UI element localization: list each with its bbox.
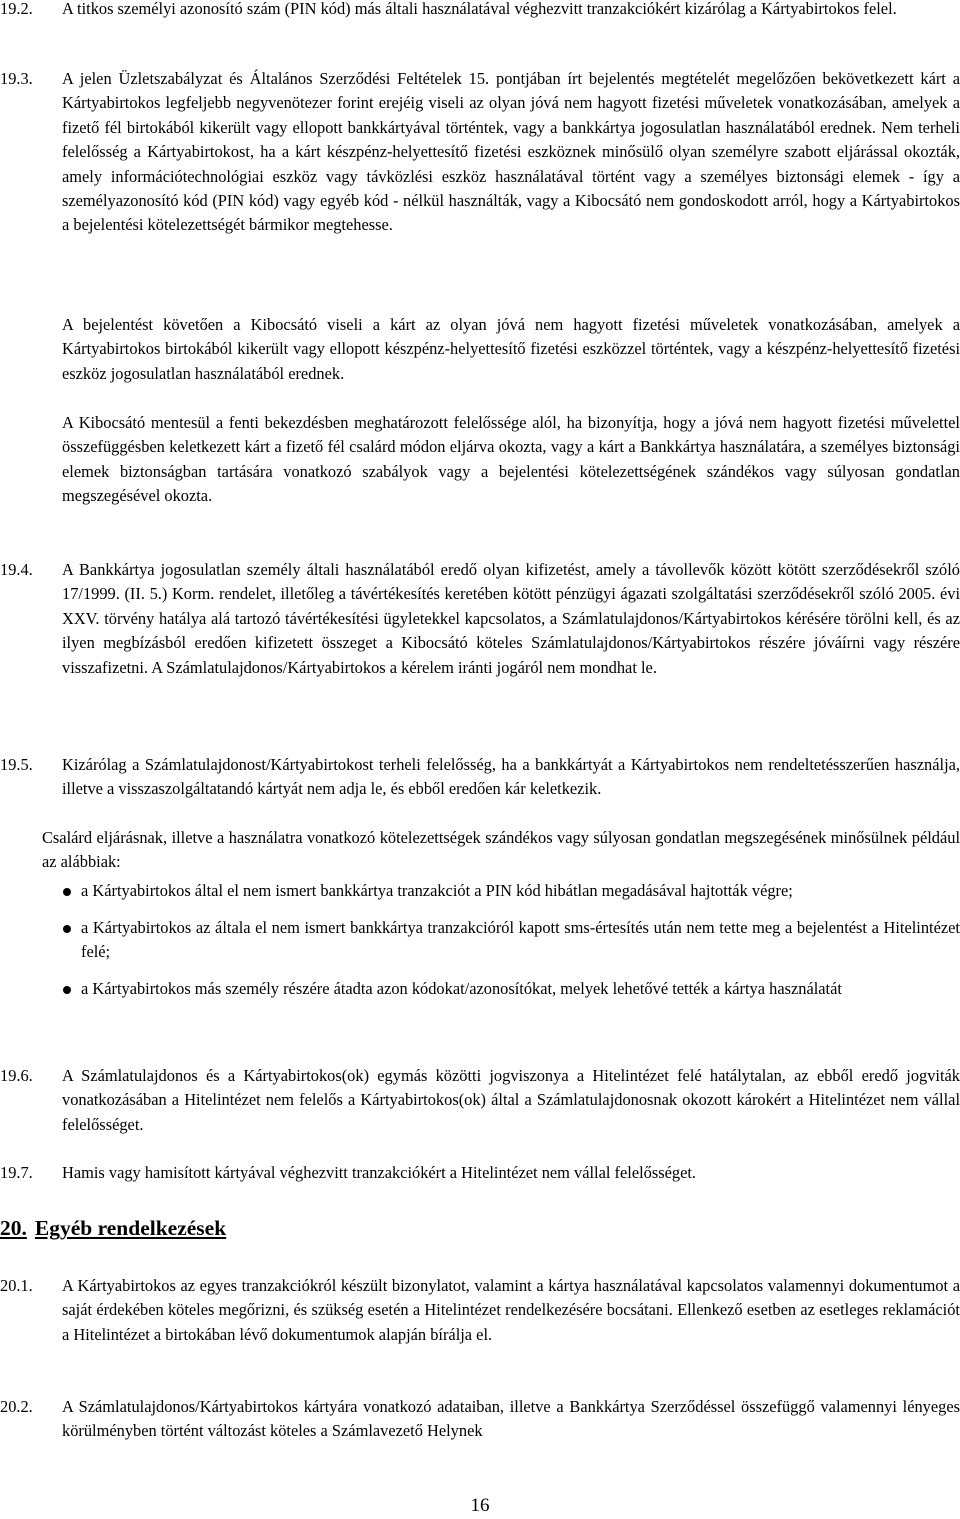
section-19-3-paragraph-2: A bejelentést követően a Kibocsátó viseli a kárt az olyan jóvá nem hagyott fizetési műveletek vonatkozásában, amelyek a Kártyabirtokos birtokából kikerült vagy ellopott készpénz-helyettesítő fizetési eszközzel történtek, vagy a készpénz-helyettesítő fizetési eszköz jogosulatlan használatából erednek. bbox=[62, 315, 960, 383]
fraud-intro-text: Csalárd eljárásnak, illetve a használatra vonatkozó kötelezettségek szándékos vagy súlyosan gondatlan megszegésének minősülnek például az alábbiak: bbox=[42, 828, 960, 872]
list-item bbox=[62, 977, 960, 1001]
section-19-5 bbox=[0, 753, 960, 802]
section-text: A Számlatulajdonos és a Kártyabirtokos(ok) egymás közötti jogviszonya a Hitelintézet felé hatálytalan, az ebből eredő jogviták vonatkozásában a Hitelintézet nem felelős a Kártyabirtokos(ok) által a Számlatulajdonosnak okozott károkért a Hitelintézet nem vállal felelősséget. bbox=[62, 1066, 960, 1134]
section-19-3 bbox=[0, 67, 960, 238]
bullet-icon bbox=[63, 925, 71, 933]
bullet-icon bbox=[63, 986, 71, 994]
section-text: A jelen Üzletszabályzat és Általános Szerződési Feltételek 15. pontjában írt bejelentés megtételét megelőzően bekövetkezett kárt a Kártyabirtokos legfeljebb negyvenötezer forint erejéig viseli az olyan jóvá nem hagyott fizetési műveletek vonatkozásában, amelyek a fizető fél birtokából kikerült vagy ellopott bankkártyával történtek, vagy a bankkártya jogosulatlan használatából erednek. Nem terheli felelősség a Kártyabirtokost, ha a kárt készpénz-helyettesítő fizetési eszköznek minősülő olyan személyre szabott eljárással okozták, amely információtechnológiai eszköz vagy távközlési eszköz használatával történt vagy a személyes biztonsági elemek - így a személyazonosító kód (PIN kód) vagy egyéb kód - nélkül használták, vagy a Kibocsátó nem gondoskodott arról, hogy a Kártyabirtokos a bejelentési kötelezettségét bármikor megtehesse. bbox=[62, 69, 960, 235]
section-text: A Kártyabirtokos az egyes tranzakciókról készült bizonylatot, valamint a kártya használatával kapcsolatos valamennyi dokumentumot a saját érdekében köteles megőrizni, és szükség esetén a Hitelintézet rendelkezésére bocsátani. Ellenkező esetben az esetleges reklamációt a Hitelintézet a birtokában lévő dokumentumok alapján bírálja el. bbox=[62, 1276, 960, 1344]
section-number: 19.2. bbox=[0, 0, 33, 18]
heading-number: 20. bbox=[0, 1216, 27, 1240]
heading-title: Egyéb rendelkezések bbox=[34, 1216, 227, 1240]
section-20-2 bbox=[0, 1395, 960, 1444]
section-text: A titkos személyi azonosító szám (PIN kód) más általi használatával véghezvitt tranzakciókért kizárólag a Kártyabirtokos felel. bbox=[62, 0, 897, 18]
section-number: 20.2. bbox=[0, 1397, 33, 1416]
list-item-text: a Kártyabirtokos által el nem ismert bankkártya tranzakciót a PIN kód hibátlan megadásával hajtották végre; bbox=[81, 881, 793, 900]
list-item-text: a Kártyabirtokos más személy részére átadta azon kódokat/azonosítókat, melyek lehetővé tették a kártya használatát bbox=[81, 979, 842, 999]
section-text: Hamis vagy hamisított kártyával véghezvitt tranzakciókért a Hitelintézet nem vállal felelősséget. bbox=[62, 1163, 696, 1182]
section-number: 20.1. bbox=[0, 1276, 33, 1295]
section-19-2 bbox=[0, 0, 960, 21]
section-19-7 bbox=[0, 1161, 960, 1185]
fraud-examples-list bbox=[62, 879, 960, 1014]
section-19-4 bbox=[0, 558, 960, 680]
bullet-icon bbox=[63, 888, 71, 896]
section-number: 19.4. bbox=[0, 560, 33, 579]
section-20-1 bbox=[0, 1274, 960, 1347]
section-number: 19.6. bbox=[0, 1066, 33, 1085]
fraud-intro bbox=[0, 826, 960, 875]
section-text: Kizárólag a Számlatulajdonost/Kártyabirtokost terheli felelősség, ha a bankkártyát a Kártyabirtokos nem rendeltetésszerűen használja, illetve a visszaszolgáltatandó kártyát nem adja le, és ebből eredően kár keletkezik. bbox=[62, 755, 960, 799]
section-number: 19.5. bbox=[0, 755, 33, 774]
section-19-6 bbox=[0, 1064, 960, 1137]
page-number: 16 bbox=[470, 1495, 490, 1516]
list-item bbox=[62, 879, 960, 903]
section-19-3-paragraph-3: A Kibocsátó mentesül a fenti bekezdésben meghatározott felelőssége alól, ha bizonyítja, hogy a jóvá nem hagyott fizetési művelettel összefüggésben keletkezett kárt a fizető fél csalárd módon eljárva okozta, vagy a kárt a Bankkártya használatára, a személyes biztonsági elemek biztonságban tartására vonatkozó szabályok vagy a bejelentési kötelezettségének szándékos vagy súlyosan gondatlan megszegésével okozta. bbox=[62, 413, 960, 506]
section-number: 19.3. bbox=[0, 69, 33, 88]
section-number: 19.7. bbox=[0, 1163, 33, 1182]
list-item bbox=[62, 916, 960, 965]
section-text: A Számlatulajdonos/Kártyabirtokos kártyára vonatkozó adataiban, illetve a Bankkártya Szerződéssel összefüggő valamennyi lényeges körülményben történt változást köteles a Számlavezető Helynek bbox=[62, 1397, 960, 1441]
section-heading-20 bbox=[0, 1213, 226, 1243]
section-text: A Bankkártya jogosulatlan személy általi használatából eredő olyan kifizetést, amely a távollevők között kötött szerződésekről szóló 17/1999. (II. 5.) Korm. rendelet, illetőleg a távértékesítés keretében kötött pénzügyi ágazati szolgáltatási szerződésekről szóló 2005. évi XXV. törvény hatálya alá tartozó távértékesítési ügyletekkel kapcsolatos, a Számlatulajdonos/Kártyabirtokos kérésére törölni kell, és az ilyen megbízásból eredően kifizetett összeget a Kibocsátó köteles Számlatulajdonos/Kártyabirtokos részére jóváírni vagy részére visszafizetni. A Számlatulajdonos/Kártyabirtokos a kérelem iránti jogáról nem mondhat le. bbox=[62, 560, 960, 677]
list-item-text: a Kártyabirtokos az általa el nem ismert bankkártya tranzakcióról kapott sms-értesítés után nem tette meg a bejelentést a Hitelintézet felé; bbox=[81, 918, 960, 962]
